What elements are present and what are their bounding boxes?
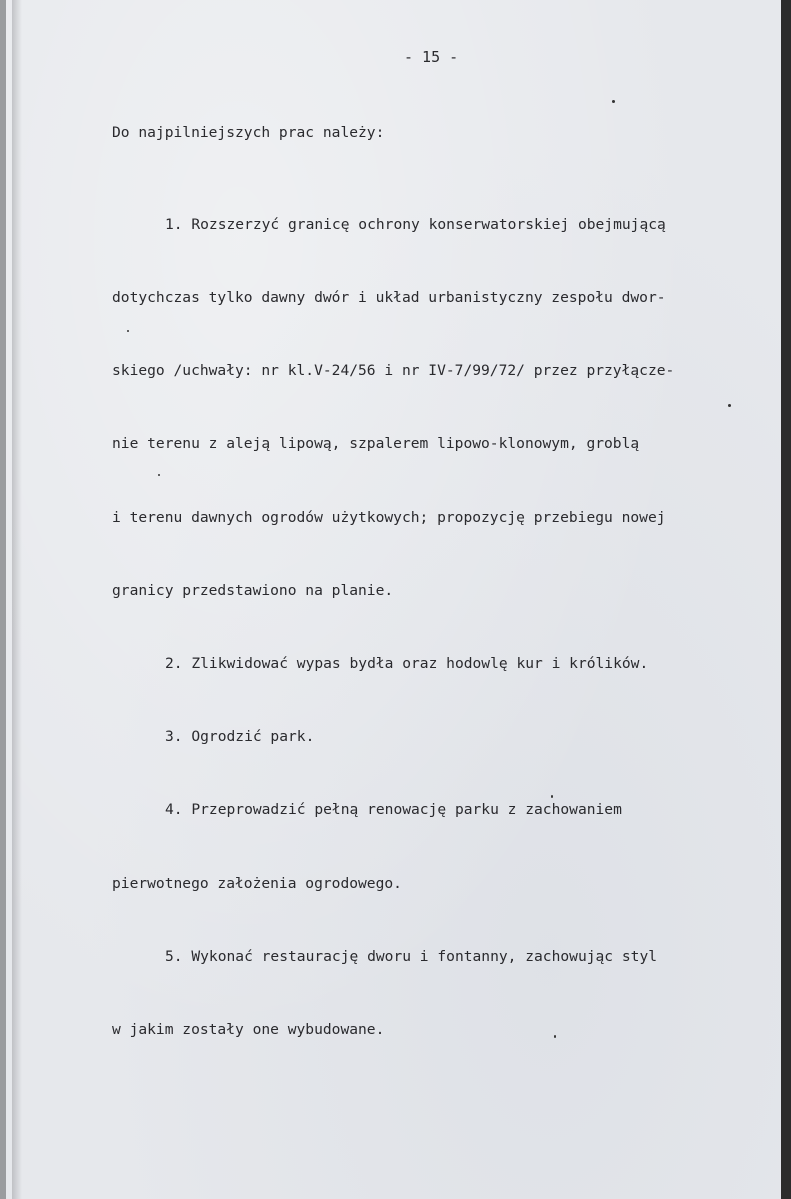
binding-shadow <box>12 0 22 1199</box>
paper-speck <box>554 1035 556 1038</box>
paper-speck <box>127 330 129 332</box>
scan-border <box>781 0 791 1199</box>
list-item-4-line-2: pierwotnego założenia ogrodowego. <box>112 874 402 892</box>
paper-speck <box>612 100 615 103</box>
list-item-5-line-2: w jakim zostały one wybudowane. <box>112 1021 385 1039</box>
paper-speck <box>728 404 731 407</box>
list-item-1-line-1: 1. Rozszerzyć granicę ochrony konserwatorskiej obejmującą <box>165 215 666 233</box>
list-item-1-line-3: skiego /uchwały: nr kl.V-24/56 i nr IV-7/99/72/ przez przyłącze- <box>112 362 675 380</box>
list-item-4-line-1: 4. Przeprowadzić pełną renowację parku z zachowaniem <box>165 801 622 819</box>
list-item-3-line-1: 3. Ogrodzić park. <box>165 728 315 746</box>
list-item-1-line-6: granicy przedstawiono na planie. <box>112 581 394 599</box>
task-list <box>112 164 674 1091</box>
list-item-1-line-4: nie terenu z aleją lipową, szpalerem lipowo-klonowym, groblą <box>112 435 640 453</box>
list-item-2-line-1: 2. Zlikwidować wypas bydła oraz hodowlę kur i królików. <box>165 655 649 673</box>
page-number: - 15 - <box>404 48 459 66</box>
paper-speck <box>551 795 553 798</box>
list-item-1-line-5: i terenu dawnych ogrodów użytkowych; propozycję przebiegu nowej <box>112 508 666 526</box>
paper-speck <box>158 474 160 476</box>
section-heading: Do najpilniejszych prac należy: <box>112 124 385 141</box>
list-item-5-line-1: 5. Wykonać restaurację dworu i fontanny, zachowując styl <box>165 947 658 965</box>
list-item-1-line-2: dotychczas tylko dawny dwór i układ urbanistyczny zespołu dwor- <box>112 289 666 307</box>
